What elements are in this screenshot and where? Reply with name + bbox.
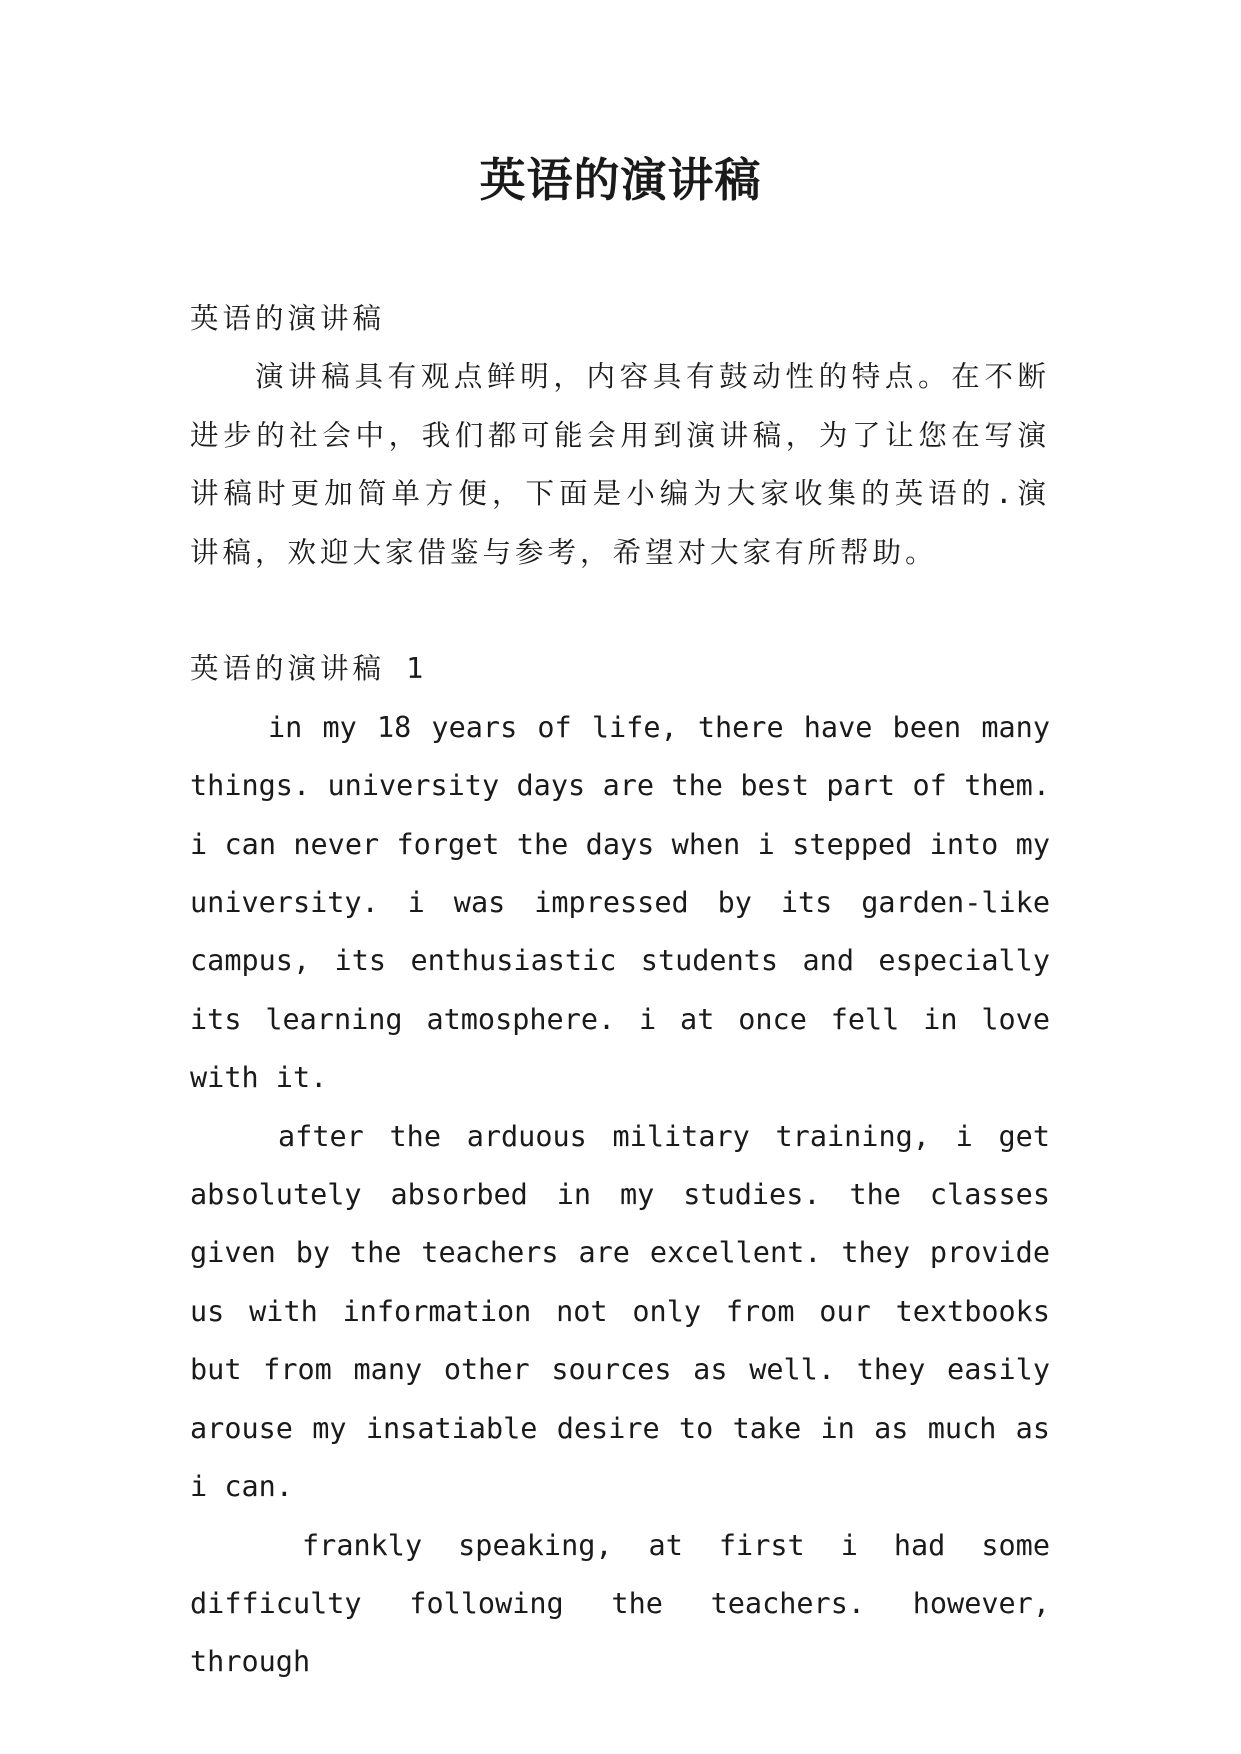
body-paragraph-1: in my 18 years of life, there have been many things. university days are the best part of them. i can never forget the days when i stepped into my university. i was impressed by its garden-like campus, its enthusiastic students and especially its learning atmosphere. i at once fell in love with it. — [190, 710, 1050, 1095]
paragraph-spacer — [190, 582, 1050, 640]
body-paragraph-3: frankly speaking, at first i had some difficulty following the teachers. however, through — [190, 1528, 1050, 1679]
intro-paragraph: 演讲稿具有观点鲜明，内容具有鼓动性的特点。在不断进步的社会中，我们都可能会用到演讲稿，为了让您在写演讲稿时更加简单方便，下面是小编为大家收集的英语的.演讲稿，欢迎大家借鉴与参考，希望对大家有所帮助。 — [190, 360, 1050, 569]
body-paragraph-2: after the arduous military training, i get absolutely absorbed in my studies. the classes given by the teachers are excellent. they provide us with information not only from our textbooks but from many other sources as well. they easily arouse my insatiable desire to take in as much as i can. — [190, 1119, 1050, 1504]
document-body — [190, 290, 1050, 1692]
intro-heading: 英语的演讲稿 — [190, 302, 386, 335]
section-heading: 英语的演讲稿 1 — [190, 652, 428, 686]
document-title: 英语的演讲稿 — [479, 153, 762, 207]
